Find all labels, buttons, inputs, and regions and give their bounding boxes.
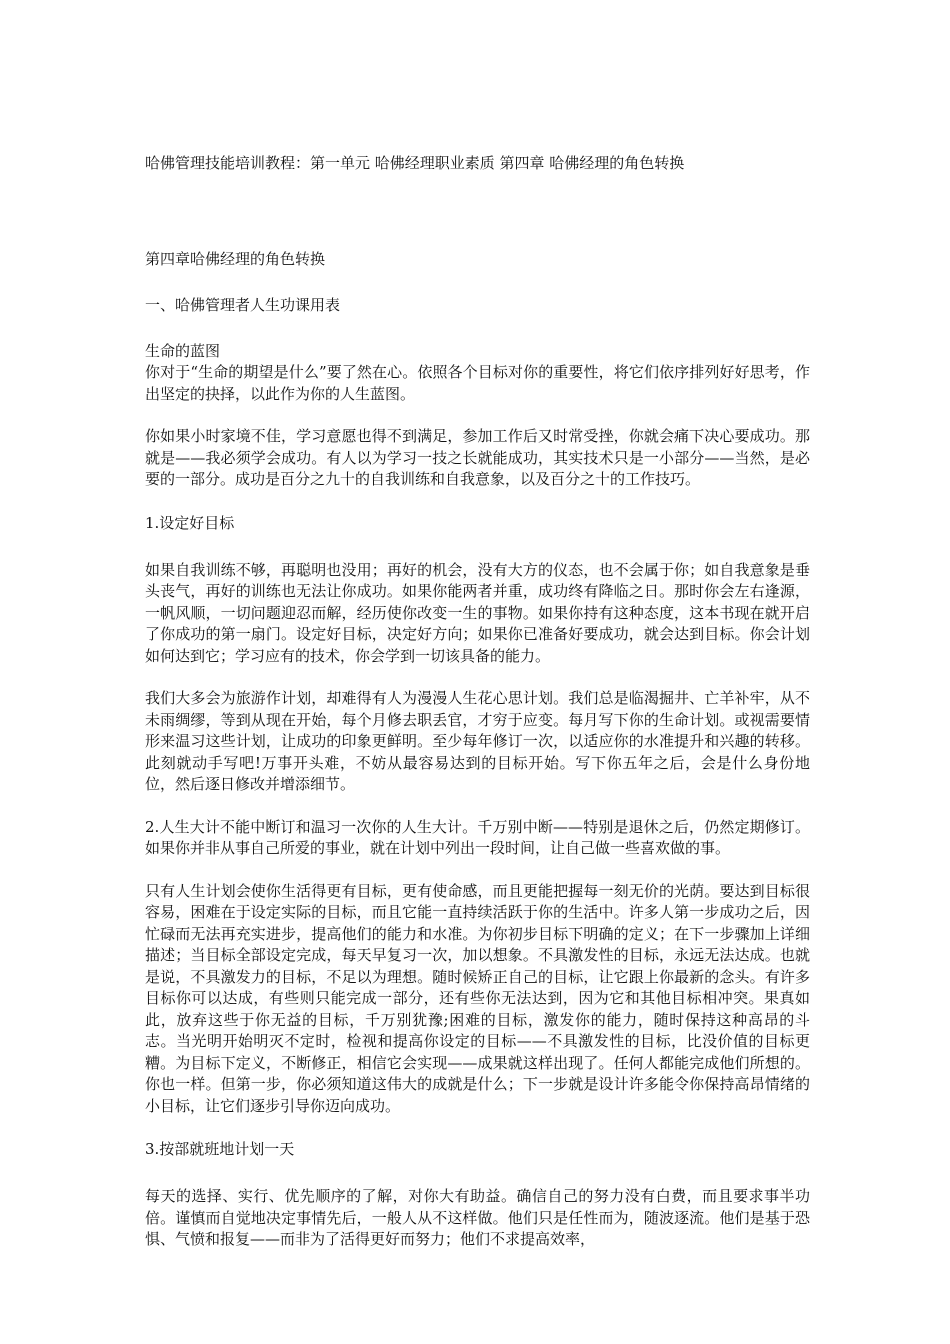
numbered-heading: 3.按部就班地计划一天: [145, 1140, 295, 1158]
section-heading: 一、哈佛管理者人生功课用表: [145, 296, 341, 314]
paragraph: 2.人生大计不能中断订和温习一次你的人生大计。千万别中断——特别是退休之后，仍然定期修订。如果你并非从事自己所爱的事业，就在计划中列出一段时间，让自己做一些喜欢做的事。: [145, 817, 810, 857]
paragraph: 你对于“生命的期望是什么”要了然在心。依照各个目标对你的重要性，将它们依序排列好好思考，作出坚定的抉择，以此作为你的人生蓝图。: [145, 363, 810, 403]
paragraph: 我们大多会为旅游作计划，却难得有人为漫漫人生花心思计划。我们总是临渴掘井、亡羊补牢，从不未雨绸缪，等到从现在开始，每个月修去职丢官，才穷于应变。每月写下你的生命计划。或视需要情形来温习这些计划，让成功的印象更鲜明。至少每年修订一次，以适应你的水准提升和兴趣的转移。此刻就动手写吧!万事开头难，不妨从最容易达到的目标开始。写下你五年之后，会是什么身份地位，然后逐日修改并增添细节。: [145, 689, 810, 793]
document-title: 哈佛管理技能培训教程：第一单元 哈佛经理职业素质 第四章 哈佛经理的角色转换: [145, 154, 685, 172]
paragraph: 每天的选择、实行、优先顺序的了解，对你大有助益。确信自己的努力没有白费，而且要求事半功倍。谨慎而自觉地决定事情先后，一般人从不这样做。他们只是任性而为，随波逐流。他们是基于恐惧、气愤和报复——而非为了活得更好而努力；他们不求提高效率，: [145, 1187, 810, 1248]
paragraph: 只有人生计划会使你生活得更有目标，更有使命感，而且更能把握每一刻无价的光荫。要达到目标很容易，困难在于设定实际的目标，而且它能一直持续活跃于你的生活中。许多人第一步成功之后，因忙碌而无法再充实进步，提高他们的能力和水准。为你初步目标下明确的定义；在下一步骤加上详细描述；当目标全部设定完成，每天早复习一次，加以想象。不具激发性的目标，永远无法达成。也就是说，不具激发力的目标，不足以为理想。随时候矫正自己的目标，让它跟上你最新的念头。有许多目标你可以达成，有些则只能完成一部分，还有些你无法达到，因为它和其他目标相冲突。果真如此，放弃这些于你无益的目标，千万别犹豫;困难的目标，激发你的能力，随时保持这种高昂的斗志。当光明开始明灭不定时，检视和提高你设定的目标——不具激发性的目标，比没价值的目标更糟。为目标下定义，不断修正，相信它会实现——成果就这样出现了。任何人都能完成他们所想的。你也一样。但第一步，你必须知道这伟大的成就是什么；下一步就是设计许多能令你保持高昂情绪的小目标，让它们逐步引导你迈向成功。: [145, 881, 810, 1115]
subheading: 生命的蓝图: [145, 342, 221, 360]
chapter-heading: 第四章哈佛经理的角色转换: [145, 250, 326, 268]
paragraph: 你如果小时家境不佳，学习意愿也得不到满足，参加工作后又时常受挫，你就会痛下决心要成功。那就是——我必须学会成功。有人以为学习一技之长就能成功，其实技术只是一小部分——当然，是必要的一部分。成功是百分之九十的自我训练和自我意象，以及百分之十的工作技巧。: [145, 427, 810, 488]
paragraph: 如果自我训练不够，再聪明也没用；再好的机会，没有大方的仪态，也不会属于你；如自我意象是垂头丧气，再好的训练也无法让你成功。如果你能两者并重，成功终有降临之日。那时你会左右逢源，一帆风顺，一切问题迎忍而解，经历使你改变一生的事物。如果你持有这种态度，这本书现在就开启了你成功的第一扇门。设定好目标，决定好方向；如果你已准备好要成功，就会达到目标。你会计划如何达到它；学习应有的技术，你会学到一切该具备的能力。: [145, 560, 810, 665]
document-body: [145, 248, 810, 1272]
numbered-heading: 1.设定好目标: [145, 513, 235, 532]
